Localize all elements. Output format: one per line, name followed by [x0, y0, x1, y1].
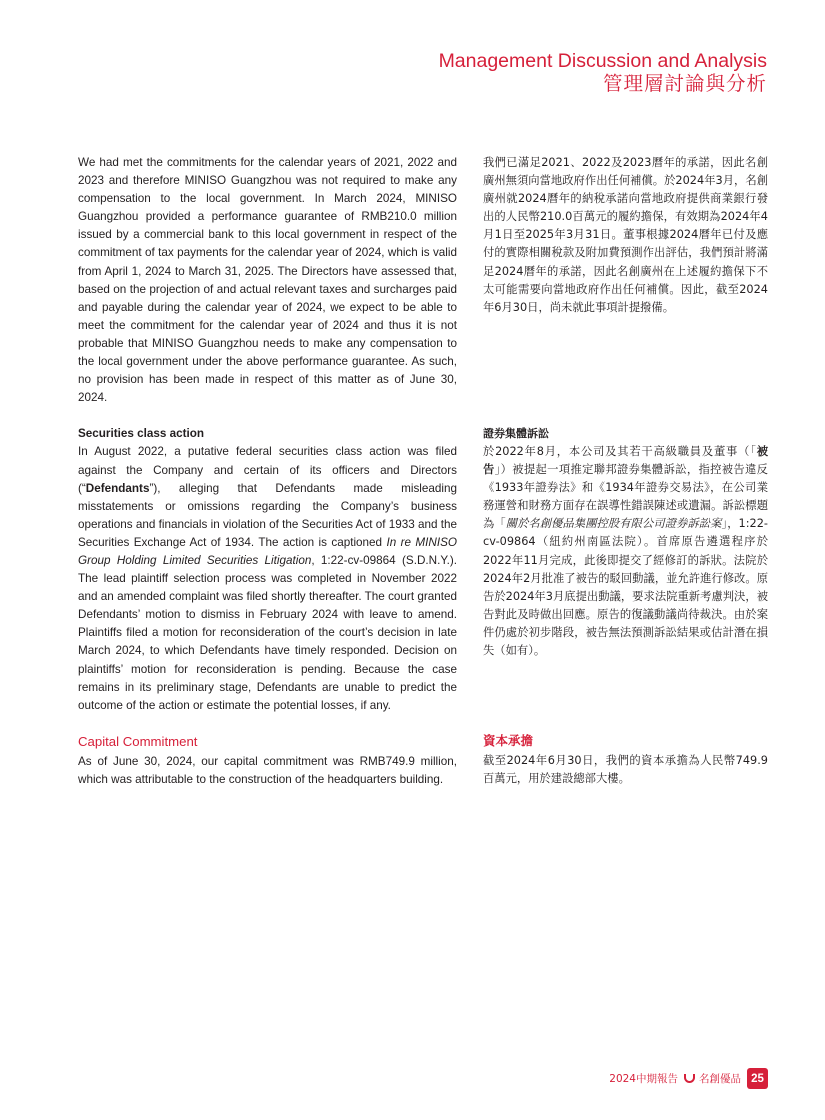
securities-text-part: In August 2022, a putative federal securities class action was filed against the Company and certain of its officers and Directors (“	[78, 445, 457, 495]
miniso-logo-icon	[684, 1074, 695, 1083]
capital-heading-zh: 資本承擔	[483, 733, 534, 749]
defendants-term: 被告	[483, 444, 768, 477]
capital-heading-en: Capital Commitment	[78, 733, 198, 749]
securities-paragraph-zh	[483, 443, 768, 660]
page-footer	[609, 1068, 768, 1089]
securities-text-part: 」，1:22-cv-09864（紐約州南區法院）。首席原告遴選程序於2022年11月完成，此後即提交了經修訂的訴狀。法院於2024年2月批准了被告的駁回動議，並允許進行修改。原告於2024年3月底提出動議，要求法院重新考慮判決，被告對此及時做出回應。原告的復議動議尚待裁決。由於案件仍處於初步階段，被告無法預測訴訟結果或估計潛在損失（如有）。	[483, 517, 768, 657]
page-header	[439, 50, 767, 96]
header-title-zh: 管理層討論與分析	[602, 72, 767, 95]
capital-paragraph-en: As of June 30, 2024, our capital commitment was RMB749.9 million, which was attributable to the construction of the headquarters building.	[78, 754, 457, 786]
brand-name: 名創優品	[699, 1073, 741, 1085]
page-number: 25	[747, 1068, 768, 1089]
chinese-column	[483, 154, 768, 788]
securities-text-part: ”), alleging that Defendants made misleading misstatements or omissions regarding the Company’s business operations and financials in violation of the Securities Act of 1933 and the Securities Exchange Act of 1934. The action is captioned	[78, 481, 457, 549]
case-caption: In re MINISO Group Holding Limited Securities Litigation	[78, 535, 457, 567]
securities-text-part: , 1:22-cv-09864 (S.D.N.Y.). The lead plaintiff selection process was completed in November 2022 and an amended complaint was filed shortly thereafter. The court granted Defendants’ motion to dismiss in February 2024 with leave to amend. Plaintiffs filed a motion for reconsideration of the court’s decision in late March 2024, to which Defendants have timely responded. Decision on plaintiffs’ motion for reconsideration is pending. Because the case remains in its preliminary stage, Defendants are unable to predict the outcome of the action or estimate the potential losses, if any.	[78, 553, 457, 712]
report-label: 2024中期報告	[609, 1073, 678, 1085]
securities-text-part: 」）被提起一項推定聯邦證券集體訴訟，指控被告違反《1933年證券法》和《1934年證券交易法》，在公司業務運營和財務方面存在誤導性錯誤陳述或遺漏。訴訟標題為「	[483, 463, 768, 531]
securities-paragraph-en	[78, 443, 457, 714]
english-column	[78, 154, 457, 789]
header-title-en: Management Discussion and Analysis	[438, 50, 767, 72]
securities-text-part: 於2022年8月，本公司及其若干高級職員及董事（「	[483, 444, 757, 458]
brand-logo	[684, 1071, 741, 1086]
securities-heading-zh: 證券集體訴訟	[483, 426, 549, 440]
securities-heading-en: Securities class action	[78, 427, 205, 441]
commitment-paragraph-zh: 我們已滿足2021、2022及2023曆年的承諾，因此名創廣州無須向當地政府作出任何補償。於2024年3月，名創廣州就2024曆年的納稅承諾向當地政府提供商業銀行發出的人民幣210.0百萬元的履約擔保，有效期為2024年4月1日至2025年3月31日。董事根據2024曆年已付及應付的實際相關稅款及附加費預測作出評估，我們預計將滿足2024曆年的承諾，因此名創廣州在上述履約擔保下不太可能需要向當地政府作出任何補償。因此，截至2024年6月30日，尚未就此事項計提撥備。	[483, 156, 768, 314]
case-caption: 關於名創優品集團控股有限公司證券訴訟案	[505, 517, 722, 531]
defendants-term: Defendants	[85, 481, 150, 495]
commitment-paragraph-en: We had met the commitments for the calendar years of 2021, 2022 and 2023 and therefore MINISO Guangzhou was not required to make any compensation to the local government. In March 2024, MINISO Guangzhou provided a performance guarantee of RMB210.0 million issued by a commercial bank to this local government in respect of the commitment of tax payments for the calendar year of 2024, which is valid from April 1, 2024 to March 31, 2025. The Directors have assessed that, based on the projection of and actual relevant taxes and surcharges paid and payable during the calendar year of 2024, we expect to be able to meet the commitment for the calendar year of 2024 and thus it is not probable that MINISO Guangzhou needs to make any compensation to the local government under the above performance guarantee. As such, no provision has been made in respect of this matter as of June 30, 2024.	[78, 156, 457, 405]
capital-paragraph-zh: 截至2024年6月30日，我們的資本承擔為人民幣749.9百萬元，用於建設總部大樓。	[483, 754, 768, 786]
